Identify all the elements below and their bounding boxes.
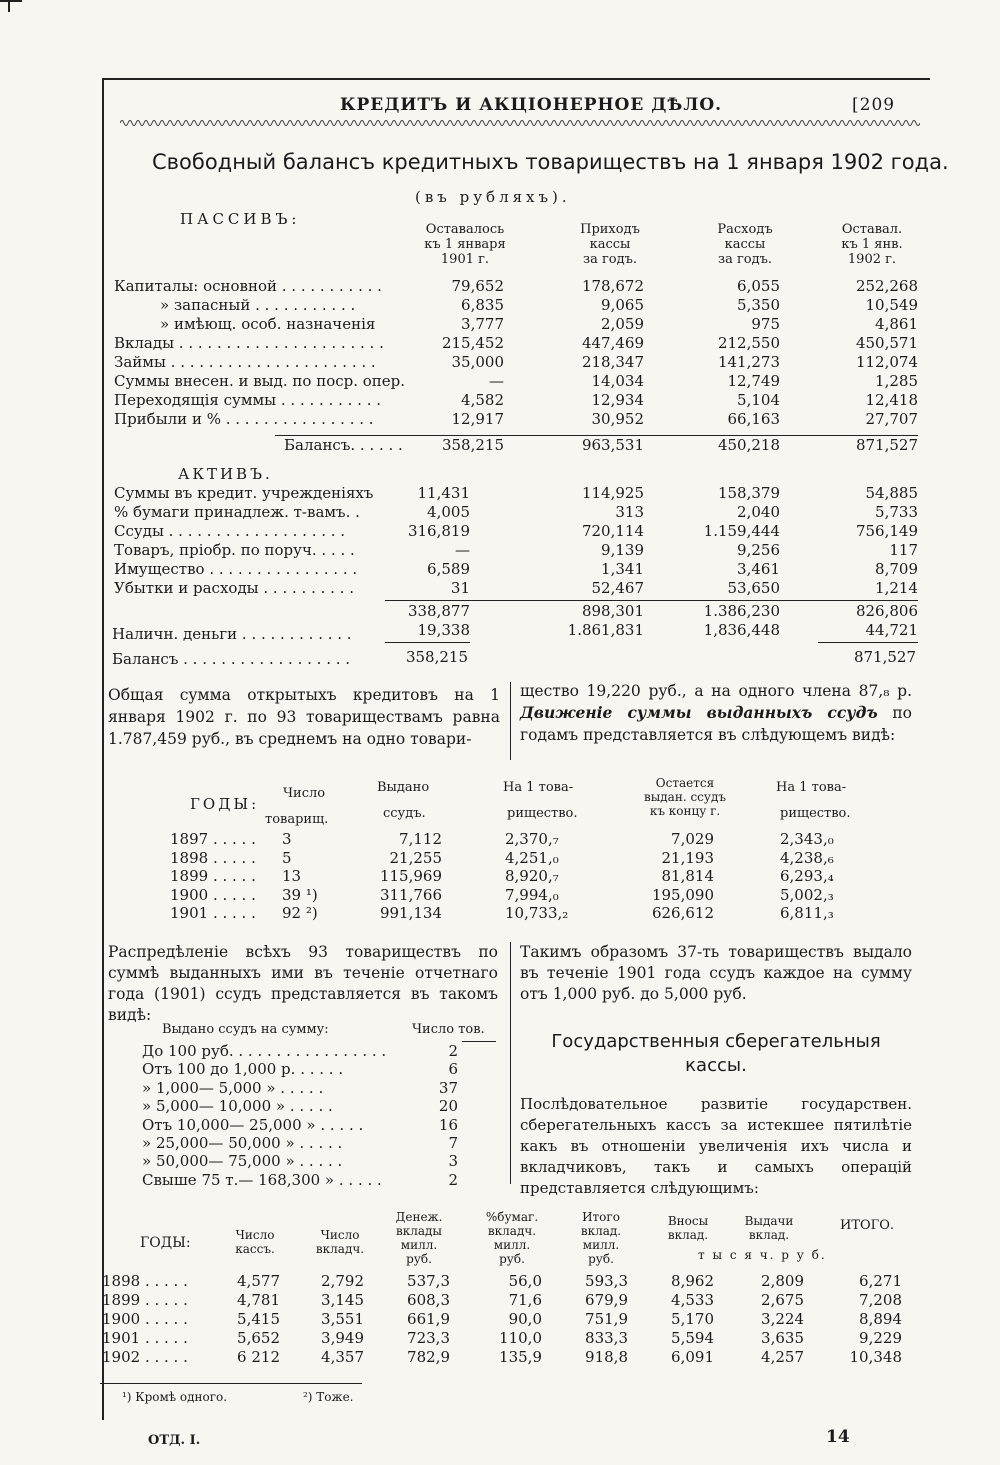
footnote-1: ¹) Кромѣ одного. [122, 1390, 228, 1404]
loans-year: 1900 . . . . . [170, 885, 256, 904]
savings-cell: 5,652 [237, 1329, 280, 1347]
savings-cell: 6,271 [859, 1272, 902, 1290]
running-title: КРЕДИТЪ И АКЦІОНЕРНОЕ ДѢЛО. [340, 95, 723, 115]
para-distribution-left: Распредѣленіе всѣхъ 93 товариществъ по суммѣ выданныхъ ими въ теченіе отчетнаго года (1901) ссудъ представляется въ такомъ видѣ: [108, 943, 498, 1024]
passiv-row-label: Переходящія суммы . . . . . . . . . . . [114, 391, 381, 409]
loans-remaining: 195,090 [651, 885, 714, 904]
savings-cell: 8,962 [671, 1272, 714, 1290]
loans-per2: 6,293,₄ [780, 867, 834, 885]
footnote-2: ²) Тоже. [303, 1390, 354, 1404]
loans-remaining: 81,814 [661, 867, 714, 885]
savings-cell: 3,949 [321, 1329, 364, 1347]
loans-count: 92 ²) [282, 904, 318, 922]
savings-cell: 9,229 [859, 1329, 902, 1347]
aktiv-cell: 4,005 [427, 503, 470, 521]
aktiv-cash-cell: 44,721 [865, 621, 918, 639]
savings-cell: 5,594 [671, 1329, 714, 1347]
dist-row-count: 7 [448, 1134, 458, 1152]
dist-row-count: 6 [448, 1060, 458, 1079]
aktiv-subtotal-rule [385, 600, 918, 601]
aktiv-cell: — [455, 541, 470, 559]
footer-signature: 14 [826, 1427, 850, 1447]
savings-cell: 4,577 [237, 1272, 280, 1290]
units-note: (въ рубляхъ). [415, 188, 571, 206]
cash-rule-right [818, 642, 918, 643]
savings-cell: 723,3 [407, 1329, 450, 1347]
loans-year: 1897 . . . . . [170, 830, 256, 848]
dist-row-count: 2 [448, 1042, 458, 1060]
dist-head-rule [462, 1041, 496, 1042]
passiv-row-label: Займы . . . . . . . . . . . . . . . . . . . . . . [114, 353, 376, 371]
aktiv-cell: 720,114 [581, 522, 644, 540]
aktiv-cell: 8,709 [875, 560, 918, 578]
savings-cell: 608,3 [407, 1291, 450, 1309]
passiv-cell: 4,861 [875, 315, 918, 333]
loans-count: 3 [282, 830, 292, 848]
passiv-cell: 4,582 [461, 391, 504, 409]
footnote-rule [100, 1383, 362, 1384]
dist-row-label: Свыше 75 т.— 168,300 » . . . . . [142, 1170, 382, 1189]
aktiv-cell: 11,431 [417, 484, 470, 502]
savings-cell: 593,3 [585, 1272, 628, 1290]
wavy-rule [120, 117, 920, 129]
passiv-row-label: Прибыли и % . . . . . . . . . . . . . . . . [114, 410, 374, 428]
savings-year: 1901 . . . . . [102, 1329, 188, 1347]
savings-cell: 8,894 [859, 1310, 902, 1328]
passiv-cell: 215,452 [441, 334, 504, 352]
passiv-cell: 6,835 [461, 296, 504, 314]
passiv-cell: 450,571 [855, 334, 918, 352]
section-title-savings: Государственныя сберегательныя кассы. [551, 1031, 881, 1076]
passiv-cell: 12,749 [727, 372, 780, 390]
aktiv-cell: 158,379 [717, 484, 780, 502]
savings-cell: 918,8 [585, 1348, 628, 1366]
loans-head-issued-2: ссудъ. [383, 806, 426, 821]
passiv-cell: 79,652 [451, 277, 504, 295]
aktiv-cash-label: Наличн. деньги . . . . . . . . . . . . [112, 625, 352, 643]
aktiv-row-label: % бумаги принадлеж. т-вамъ. . [114, 503, 360, 521]
passiv-label: ПАССИВЪ: [180, 210, 301, 228]
aktiv-subtotal-cell: 826,806 [855, 602, 918, 620]
loans-issued: 7,112 [399, 830, 442, 848]
savings-cell: 3,145 [321, 1291, 364, 1309]
loans-count: 39 ¹) [282, 885, 318, 904]
dist-row-count: 20 [438, 1097, 458, 1116]
sav-head-den: Денеж. вклады милл. руб. [395, 1210, 443, 1266]
aktiv-row-label: Суммы въ кредит. учрежденіяхъ [114, 484, 374, 502]
passiv-cell: 6,055 [737, 277, 780, 295]
sav-head-vklad: Число вкладч. [315, 1228, 365, 1256]
loans-per: 7,994,₀ [505, 885, 559, 904]
passiv-cell: 112,074 [855, 353, 918, 371]
loans-per2: 5,002,₃ [780, 885, 834, 904]
loans-per: 2,370,₇ [505, 830, 559, 848]
savings-cell: 5,415 [237, 1310, 280, 1328]
savings-cell: 2,675 [761, 1291, 804, 1309]
savings-cell: 751,9 [585, 1310, 628, 1328]
sav-head-unit: т ы с я ч. р у б. [698, 1248, 827, 1262]
savings-cell: 3,635 [761, 1329, 804, 1347]
aktiv-subtotal-cell: 1.386,230 [703, 602, 780, 620]
sav-head-kass: Число кассъ. [235, 1228, 275, 1256]
sav-head-itogo-vklad: Итого вклад. милл. руб. [580, 1210, 622, 1266]
savings-cell: 90,0 [508, 1310, 542, 1328]
col-header-remained-1902: Оставал. къ 1 янв. 1902 г. [841, 222, 903, 267]
passiv-cell: 9,065 [601, 296, 644, 314]
sav-head-bum: %бумаг. вкладч. милл. руб. [485, 1210, 539, 1266]
passiv-cell: 30,952 [591, 410, 644, 428]
col-header-remained-1901: Оставалось къ 1 января 1901 г. [424, 222, 506, 267]
passiv-row-label: Вклады . . . . . . . . . . . . . . . . . . . . . . [114, 334, 384, 352]
loans-head-count-1: Число [283, 786, 326, 801]
aktiv-row-label: Убытки и расходы . . . . . . . . . . [114, 579, 354, 597]
corner-mark-vertical [8, 0, 10, 12]
loans-issued: 115,969 [379, 867, 442, 885]
dist-row-label: » 5,000— 10,000 » . . . . . [142, 1097, 333, 1116]
loans-head-remaining: Остается выдан. ссудъ къ концу г. [643, 776, 726, 818]
savings-year: 1898 . . . . . [102, 1272, 188, 1290]
aktiv-cash-cell: 1,836,448 [703, 621, 780, 639]
passiv-total-cell: 358,215 [441, 436, 504, 454]
aktiv-total-last: 871,527 [853, 648, 916, 666]
passiv-cell: 14,034 [591, 372, 644, 390]
passiv-total-cell: 450,218 [717, 436, 780, 454]
passiv-cell: 27,707 [865, 410, 918, 428]
savings-cell: 5,170 [671, 1310, 714, 1328]
passiv-cell: 2,059 [601, 315, 644, 333]
loans-remaining: 21,193 [661, 848, 714, 867]
aktiv-cell: 52,467 [591, 579, 644, 597]
passiv-cell: 252,268 [855, 277, 918, 295]
savings-cell: 4,781 [237, 1291, 280, 1309]
sav-head-years: ГОДЫ: [140, 1235, 191, 1251]
dist-row-label: До 100 руб. . . . . . . . . . . . . . . . . [142, 1042, 387, 1060]
passiv-cell: 3,777 [461, 315, 504, 333]
savings-cell: 135,9 [499, 1348, 542, 1366]
passiv-row-label: » запасный . . . . . . . . . . . [160, 296, 356, 314]
loans-head-years: ГОДЫ: [190, 795, 260, 813]
aktiv-cell: 117 [889, 541, 918, 559]
aktiv-total-first: 358,215 [405, 648, 468, 666]
para-distribution-right: Такимъ образомъ 37-ть товариществъ выдало въ теченіе 1901 года ссудъ каждое на сумму отъ 1,000 руб. до 5,000 руб. [520, 943, 912, 1003]
loans-count: 13 [282, 867, 302, 885]
savings-cell: 4,357 [321, 1348, 364, 1366]
aktiv-cell: 9,256 [737, 541, 780, 559]
dist-row-label: Отъ 10,000— 25,000 » . . . . . [142, 1115, 364, 1134]
col-header-income: Приходъ кассы за годъ. [580, 222, 640, 267]
dist-row-label: » 1,000— 5,000 » . . . . . [142, 1078, 324, 1097]
column-divider-1 [510, 682, 511, 760]
loans-head-per-1: На 1 това- [503, 780, 574, 795]
loans-per2: 4,238,₆ [780, 848, 834, 867]
loans-head-count-2: товарищ. [265, 812, 329, 827]
passiv-total-label: Балансъ. . . . . . [284, 436, 403, 454]
aktiv-total-label: Балансъ . . . . . . . . . . . . . . . . . . [112, 650, 351, 668]
loans-issued: 21,255 [389, 848, 442, 867]
aktiv-cell: 9,139 [601, 541, 644, 559]
savings-cell: 4,257 [761, 1348, 804, 1366]
loans-head-per2-1: На 1 това- [776, 780, 847, 795]
passiv-cell: 212,550 [717, 334, 780, 352]
savings-cell: 537,3 [407, 1272, 450, 1290]
col-header-expense: Расходъ кассы за годъ. [717, 222, 773, 267]
footer-section: ОТД. I. [148, 1433, 201, 1448]
passiv-cell: 975 [751, 315, 780, 333]
savings-cell: 3,551 [321, 1310, 364, 1328]
dist-row-label: Отъ 100 до 1,000 р. . . . . . [142, 1060, 344, 1079]
loans-per: 10,733,₂ [505, 904, 569, 922]
savings-cell: 679,9 [585, 1291, 628, 1309]
passiv-cell: 5,350 [737, 296, 780, 314]
aktiv-cell: 54,885 [865, 484, 918, 502]
para-savings: Послѣдовательное развитіе государствен. сберегательныхъ кассъ за истекшее пятилѣтіе какъ въ отношеніи увеличенія ихъ числа и вкладчиковъ, такъ и самыхъ операцій представляется слѣдующимъ: [520, 1095, 912, 1197]
aktiv-cell: 114,925 [581, 484, 644, 502]
savings-cell: 110,0 [499, 1329, 542, 1347]
dist-row-count: 3 [448, 1152, 458, 1171]
loans-remaining: 7,029 [671, 830, 714, 848]
savings-cell: 3,224 [761, 1310, 804, 1328]
loans-remaining: 626,612 [651, 904, 714, 922]
passiv-cell: 5,104 [737, 391, 780, 409]
aktiv-subtotal-cell: 338,877 [407, 602, 470, 620]
loans-head-issued-1: Выдано [377, 780, 430, 795]
dist-row-count: 2 [448, 1170, 458, 1189]
page-title: Свободный балансъ кредитныхъ товариществъ на 1 января 1902 года. [152, 150, 949, 174]
savings-year: 1899 . . . . . [102, 1291, 188, 1309]
para-credits-left: Общая сумма открытыхъ кредитовъ на 1 января 1902 г. по 93 товариществамъ равна 1.787,459 руб., въ среднемъ на одно товари- [108, 686, 500, 748]
page-number: [209 [852, 95, 896, 115]
aktiv-row-label: Ссуды . . . . . . . . . . . . . . . . . . . [114, 522, 346, 540]
passiv-row-label: Капиталы: основной . . . . . . . . . . . [114, 277, 382, 295]
aktiv-cell: 53,650 [727, 579, 780, 597]
aktiv-cell: 31 [450, 579, 470, 597]
aktiv-cell: 1.159,444 [703, 522, 780, 540]
aktiv-cash-cell: 19,338 [417, 621, 470, 639]
dist-row-count: 16 [438, 1115, 458, 1134]
passiv-cell: 141,273 [717, 353, 780, 371]
savings-cell: 6,091 [671, 1348, 714, 1366]
savings-cell: 71,6 [508, 1291, 542, 1309]
loans-count: 5 [282, 848, 292, 867]
savings-year: 1900 . . . . . [102, 1310, 188, 1328]
passiv-cell: — [489, 372, 504, 390]
aktiv-cell: 1,214 [875, 579, 918, 597]
savings-cell: 2,792 [321, 1272, 364, 1290]
passiv-row-label: » имѣющ. особ. назначенія [160, 315, 376, 333]
savings-cell: 4,533 [671, 1291, 714, 1309]
loans-year: 1898 . . . . . [170, 848, 256, 867]
dist-head-left: Выдано ссудъ на сумму: [162, 1022, 329, 1037]
loans-year: 1899 . . . . . [170, 867, 256, 885]
dist-row-label: » 50,000— 75,000 » . . . . . [142, 1152, 343, 1171]
cash-rule-left [385, 642, 470, 643]
aktiv-label: АКТИВЪ. [178, 465, 273, 483]
aktiv-cell: 2,040 [737, 503, 780, 521]
dist-head-right: Число тов. [412, 1022, 485, 1037]
savings-cell: 56,0 [508, 1272, 542, 1290]
aktiv-cash-cell: 1.861,831 [567, 621, 644, 639]
loans-issued: 991,134 [379, 904, 442, 922]
loans-head-per-2: рищество. [507, 806, 578, 821]
loans-issued: 311,766 [379, 885, 442, 904]
savings-cell: 7,208 [859, 1291, 902, 1309]
savings-cell: 2,809 [761, 1272, 804, 1290]
loans-year: 1901 . . . . . [170, 904, 256, 922]
aktiv-subtotal-cell: 898,301 [581, 602, 644, 620]
savings-cell: 661,9 [407, 1310, 450, 1328]
loans-per: 4,251,₀ [505, 848, 559, 867]
savings-year: 1902 . . . . . [102, 1348, 188, 1366]
passiv-cell: 66,163 [727, 410, 780, 428]
aktiv-cell: 1,341 [601, 560, 644, 578]
aktiv-cell: 5,733 [875, 503, 918, 521]
aktiv-row-label: Товаръ, пріобр. по поруч. . . . . [114, 541, 355, 559]
passiv-row-label: Суммы внесен. и выд. по поср. опер. [114, 372, 406, 390]
passiv-cell: 12,934 [591, 391, 644, 409]
passiv-cell: 447,469 [581, 334, 644, 352]
passiv-cell: 178,672 [581, 277, 644, 295]
corner-mark [0, 0, 22, 2]
loans-per2: 6,811,₃ [780, 904, 834, 922]
passiv-cell: 12,917 [451, 410, 504, 428]
savings-cell: 10,348 [849, 1348, 902, 1366]
passiv-cell: 1,285 [875, 372, 918, 390]
aktiv-row-label: Имущество . . . . . . . . . . . . . . . . [114, 560, 358, 578]
sav-head-itogo: ИТОГО. [840, 1218, 895, 1233]
passiv-total-cell: 871,527 [855, 436, 918, 454]
passiv-cell: 218,347 [581, 353, 644, 371]
passiv-cell: 35,000 [451, 353, 504, 371]
aktiv-cell: 313 [615, 503, 644, 521]
sav-head-vydachi: Выдачи вклад. [744, 1214, 794, 1242]
column-divider-2 [510, 942, 511, 1184]
aktiv-cell: 6,589 [427, 560, 470, 578]
aktiv-cell: 756,149 [855, 522, 918, 540]
passiv-cell: 12,418 [865, 391, 918, 409]
savings-cell: 833,3 [585, 1329, 628, 1347]
loans-per: 8,920,₇ [505, 867, 559, 885]
sav-head-vnosy: Вносы вклад. [667, 1214, 709, 1242]
passiv-cell: 10,549 [865, 296, 918, 314]
loans-head-per2-2: рищество. [780, 806, 851, 821]
loans-per2: 2,343,₀ [780, 830, 834, 848]
dist-row-label: » 25,000— 50,000 » . . . . . [142, 1134, 343, 1152]
para-credits-right: щество 19,220 руб., а на одного члена 87,₈ р. Движеніе суммы выданныхъ ссудъ по годамъ представляется въ слѣдующемъ видѣ: [520, 682, 912, 744]
dist-row-count: 37 [438, 1078, 458, 1097]
aktiv-cell: 3,461 [737, 560, 780, 578]
aktiv-cell: 316,819 [407, 522, 470, 540]
passiv-total-cell: 963,531 [581, 436, 644, 454]
savings-cell: 782,9 [407, 1348, 450, 1366]
savings-cell: 6 212 [237, 1348, 280, 1366]
